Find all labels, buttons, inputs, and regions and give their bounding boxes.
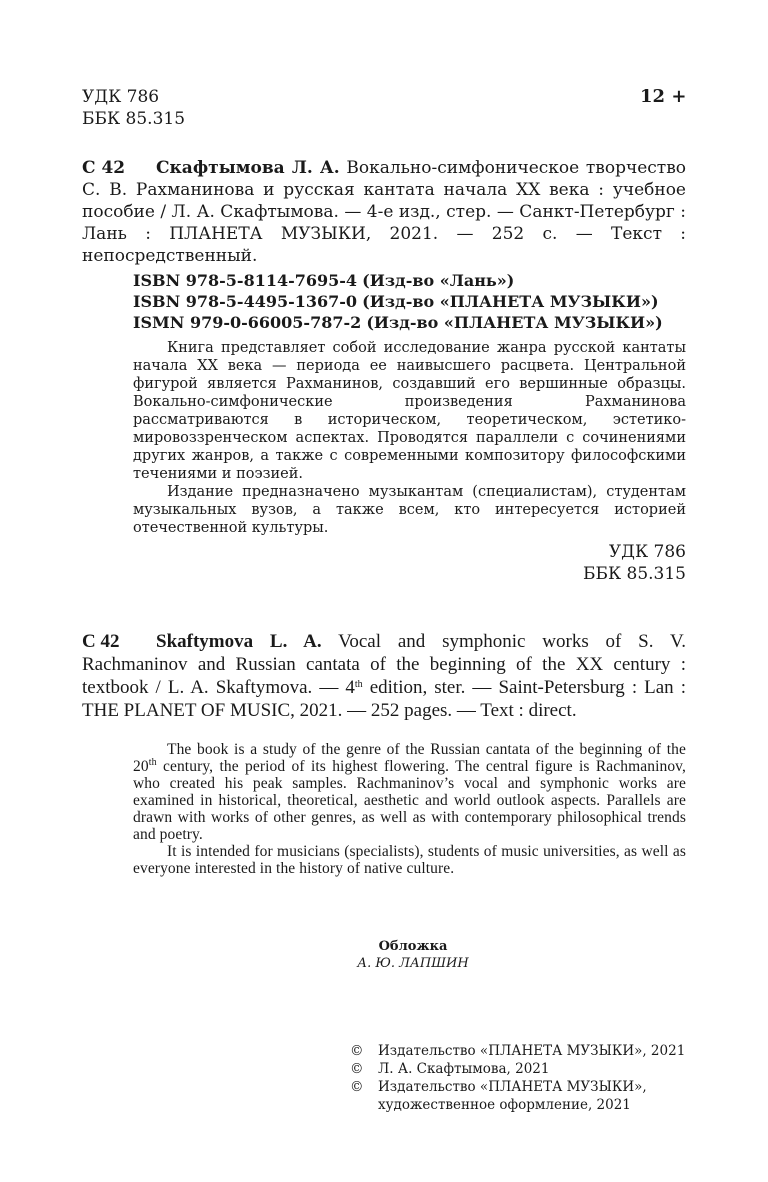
ru-entry-text <box>82 157 686 267</box>
en-annotation-paragraph: It is intended for musicians (specialists), students of music universities, as well as everyone interested in the history of native culture. <box>133 843 686 877</box>
copyright-text: Издательство «ПЛАНЕТА МУЗЫКИ», 2021 <box>378 1043 686 1059</box>
en-description: edition, ster. — Saint-Petersburg : Lan : THE PLANET OF MUSIC, 2021. — 252 pages. — Text : direct. <box>82 677 686 721</box>
ru-annotation <box>133 339 686 537</box>
cover-label: Обложка <box>378 939 448 954</box>
copyright-line <box>350 1060 685 1078</box>
ordinal-suffix: th <box>148 757 157 768</box>
ismn-line <box>133 312 663 333</box>
copyright-line <box>350 1078 685 1096</box>
en-annotation <box>133 741 686 877</box>
bbk-code: ББК 85.315 <box>582 564 686 584</box>
ordinal-suffix: th <box>354 679 363 690</box>
isbn-number: ISBN 978-5-4495-1367-0 <box>133 292 358 311</box>
en-description: Vocal and symphonic works of S. V. Rachmaninov and Russian cantata of the beginning of the XX century : textbook / L. A. Skaftymova. — 4 <box>82 631 686 698</box>
copyright-block <box>350 1042 685 1114</box>
copyright-symbol: © <box>350 1043 364 1059</box>
copyright-text: Л. А. Скафтымова, 2021 <box>378 1061 550 1077</box>
ru-annotation-paragraph: Книга представляет собой исследование жанра русской кантаты начала XX века — периода ее наивысшего расцвета. Центральной фигурой является Рахманинов, создавший его вершинные образцы. Вокально-симфонические произведения Рахманинова рассматриваются в историческом, теоретическом, эстетико-мировоззренческом аспектах. Проводятся параллели с сочинениями других жанров, а также с современными композитору философскими течениями и поэзией. <box>133 340 686 482</box>
isbn-line <box>133 270 663 291</box>
udk-code: УДК 786 <box>608 542 686 562</box>
bottom-classification <box>480 541 686 585</box>
identifiers-block <box>133 270 663 333</box>
en-annotation-text: The book is a study of the genre of the Russian cantata of the beginning of the 20 <box>133 741 686 775</box>
copyright-text: Издательство «ПЛАНЕТА МУЗЫКИ», <box>378 1079 647 1095</box>
bbk-code: ББК 85.315 <box>82 109 186 129</box>
ismn-number: ISMN 979-0-66005-787-2 <box>133 313 362 332</box>
isbn-number: ISBN 978-5-8114-7695-4 <box>133 271 358 290</box>
ru-annotation-paragraph: Издание предназначено музыкантам (специалистам), студентам музыкальных вузов, а также всем, кто интересуется историей отечественной культуры. <box>133 484 686 536</box>
en-entry-text <box>82 630 686 722</box>
en-author: Skaftymova L. A. <box>156 631 322 652</box>
ru-author-sign: С 42 <box>82 158 126 178</box>
ru-author: Скафтымова Л. А. <box>156 158 340 178</box>
en-bibliographic-entry <box>82 630 686 722</box>
isbn-publisher: (Изд-во «ПЛАНЕТА МУЗЫКИ») <box>362 292 659 311</box>
en-author-sign: С 42 <box>82 631 120 652</box>
cover-artist: А. Ю. ЛАПШИН <box>357 956 469 971</box>
copyright-line <box>350 1096 685 1114</box>
isbn-line <box>133 291 663 312</box>
copyright-line <box>350 1042 685 1060</box>
udk-code: УДК 786 <box>82 87 160 107</box>
cover-credit <box>0 938 768 972</box>
top-classification <box>82 86 185 130</box>
ru-description: Вокально-симфоническое творчество С. В. Рахманинова и русская кантата начала XX века : учебное пособие / Л. А. Скафтымова. — 4-е изд., стер. — Санкт-Петербург : Лань : ПЛАНЕТА МУЗЫКИ, 2021. — 252 с. — Текст : непосредственный. <box>82 158 686 266</box>
en-annotation-text: century, the period of its highest flowering. The central figure is Rachmaninov, who created his peak samples. Rachmaninov’s vocal and symphonic works are examined in historical, theoretical, aesthetic and world outlook aspects. Parallels are drawn with works of other genres, as well as with contemporary philosophical trends and poetry. <box>133 758 686 843</box>
copyright-symbol: © <box>350 1079 364 1095</box>
ru-bibliographic-entry <box>82 157 686 267</box>
copyright-text: художественное оформление, 2021 <box>378 1097 631 1113</box>
en-annotation-paragraph <box>133 741 686 843</box>
isbn-publisher: (Изд-во «Лань») <box>362 271 515 290</box>
ismn-publisher: (Изд-во «ПЛАНЕТА МУЗЫКИ») <box>366 313 663 332</box>
copyright-symbol: © <box>350 1061 364 1077</box>
age-rating: 12 + <box>640 86 687 107</box>
